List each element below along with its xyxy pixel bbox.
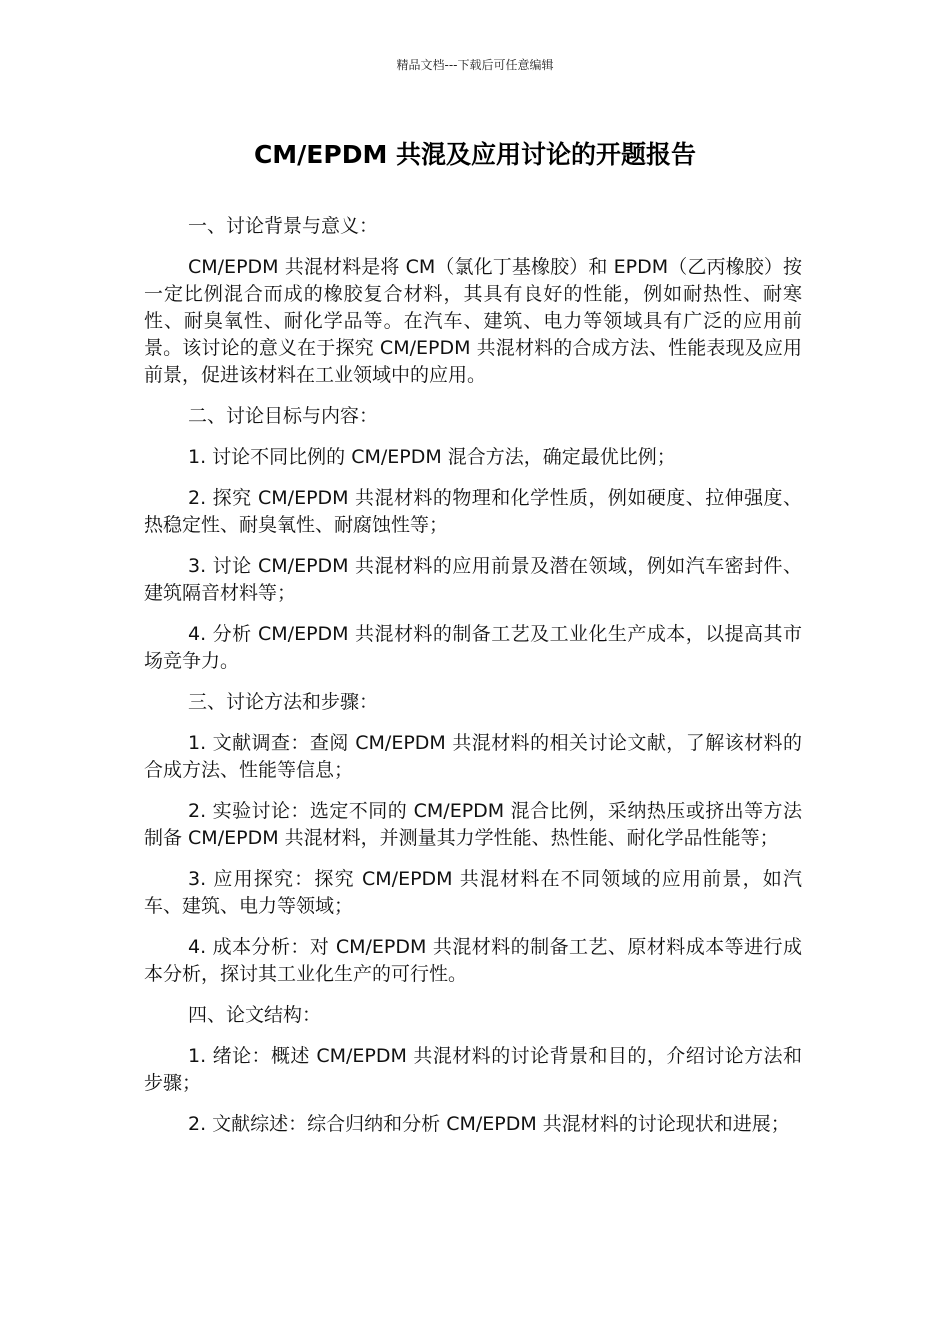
list-item-goal-3: 3. 讨论 CM/EPDM 共混材料的应用前景及潜在领域，例如汽车密封件、建筑隔音材料等； [144,555,802,604]
list-item-method-4: 4. 成本分析：对 CM/EPDM 共混材料的制备工艺、原材料成本等进行成本分析，探讨其工业化生产的可行性。 [144,936,802,985]
paragraph-background: CM/EPDM 共混材料是将 CM（氯化丁基橡胶）和 EPDM（乙丙橡胶）按一定比例混合而成的橡胶复合材料，其具有良好的性能，例如耐热性、耐寒性、耐臭氧性、耐化学品等。在汽车、建筑、电力等领域具有广泛的应用前景。该讨论的意义在于探究 CM/EPDM 共混材料的合成方法、性能表现及应用前景，促进该材料在工业领域中的应用。 [144,256,802,386]
list-item-method-2: 2. 实验讨论：选定不同的 CM/EPDM 混合比例，采纳热压或挤出等方法制备 CM/EPDM 共混材料，并测量其力学性能、热性能、耐化学品性能等； [144,800,802,849]
list-item-goal-4: 4. 分析 CM/EPDM 共混材料的制备工艺及工业化生产成本，以提高其市场竞争力。 [144,623,802,672]
list-item-method-1: 1. 文献调查：查阅 CM/EPDM 共混材料的相关讨论文献，了解该材料的合成方法、性能等信息； [144,732,802,781]
section-heading-methods: 三、讨论方法和步骤： [188,691,379,713]
list-item-goal-2: 2. 探究 CM/EPDM 共混材料的物理和化学性质，例如硬度、拉伸强度、热稳定性、耐臭氧性、耐腐蚀性等； [144,487,802,536]
list-item-method-3: 3. 应用探究：探究 CM/EPDM 共混材料在不同领域的应用前景，如汽车、建筑、电力等领域； [144,868,802,917]
section-heading-goals: 二、讨论目标与内容： [188,405,379,427]
list-item-structure-1: 1. 绪论：概述 CM/EPDM 共混材料的讨论背景和目的，介绍讨论方法和步骤； [144,1045,802,1094]
page-header-watermark: 精品文档---下载后可任意编辑 [396,58,554,72]
list-item-structure-2: 2. 文献综述：综合归纳和分析 CM/EPDM 共混材料的讨论现状和进展； [188,1113,790,1135]
document-body [144,213,802,1152]
page-title: CM/EPDM 共混及应用讨论的开题报告 [253,140,697,169]
list-item-goal-1: 1. 讨论不同比例的 CM/EPDM 混合方法，确定最优比例； [188,446,676,468]
section-heading-structure: 四、论文结构： [188,1004,322,1026]
section-heading-background: 一、讨论背景与意义： [188,215,379,237]
